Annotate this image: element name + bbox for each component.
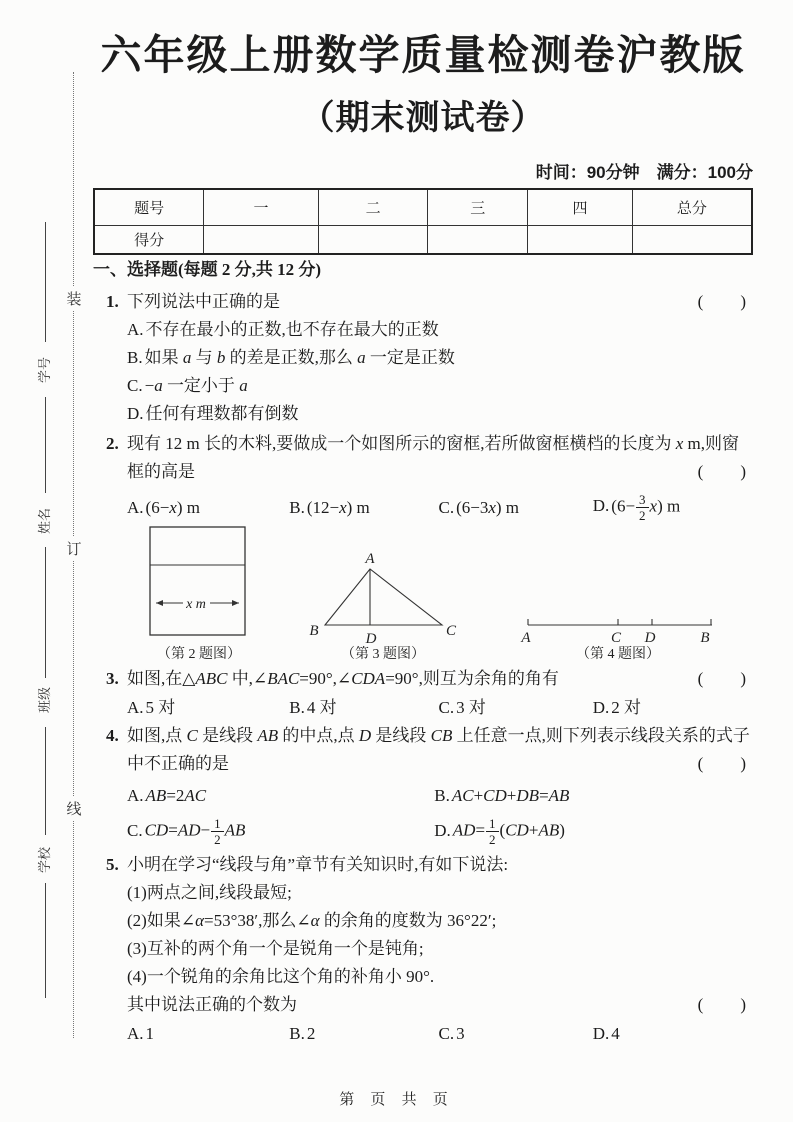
answer-bracket: ( ) <box>697 995 747 1015</box>
figure-caption: （第 2 题图） <box>157 647 241 662</box>
answer-bracket: ( ) <box>697 292 747 311</box>
option-item: D. 2 对 <box>592 698 642 718</box>
option-item: B. 2 <box>289 1024 316 1044</box>
section-heading: 一、选择题(每题 2 分,共 12 分) <box>93 260 322 279</box>
score-cell <box>428 226 528 255</box>
option-item: A. 1 <box>127 1024 155 1044</box>
question-section <box>93 256 753 1048</box>
student-field-line <box>45 727 46 835</box>
vertex-label-d: D <box>365 631 377 647</box>
score-header-cell: 题号 <box>94 189 204 226</box>
vertex-label-b: B <box>309 623 319 639</box>
option-item: C. 3 <box>438 1024 465 1044</box>
score-row-label: 得分 <box>94 226 204 255</box>
question-number: 5. <box>106 855 119 875</box>
binding-char-xian: 线 <box>65 796 83 821</box>
statement-item: (4)一个锐角的余角比这个角的补角小 90°. <box>127 967 435 987</box>
answer-bracket: ( ) <box>697 462 747 481</box>
option-item: A. 5 对 <box>127 698 176 718</box>
vertex-label-c: C <box>445 623 457 639</box>
binding-char-ding: 订 <box>65 536 83 561</box>
option-item: D. 4 <box>592 1024 620 1044</box>
option-item: B. 4 对 <box>289 698 337 718</box>
question-text: 小明在学习“线段与角”章节有关知识时,有如下说法: <box>127 855 509 875</box>
question-number: 4. <box>106 726 119 746</box>
student-field-line <box>45 397 46 493</box>
statement-item: (2)如果∠α=53°38′,那么∠α 的余角的度数为 36°22′; <box>127 911 497 931</box>
question-1 <box>93 288 753 428</box>
score-header-cell: 四 <box>528 189 633 226</box>
point-label-a: A <box>521 630 531 646</box>
score-cell <box>528 226 633 255</box>
student-field-line <box>45 222 46 342</box>
fraction: $\frac{3}{2}$ <box>636 492 649 523</box>
statement-item: (3)互补的两个角一个是锐角一个是钝角; <box>127 939 424 959</box>
score-header-cell: 二 <box>318 189 428 226</box>
option-item: A. (6−x) m <box>127 497 200 517</box>
score-header-cell: 一 <box>204 189 319 226</box>
option-item: C. −a 一定小于 a <box>127 376 248 395</box>
question-text: 如图,在△ABC 中,∠BAC=90°,∠CDA=90°,则互为余角的角有 <box>127 669 559 688</box>
option-item: B. (12−x) m <box>289 497 370 517</box>
option-item: D. AD= $\frac{1}{2}$ (CD+AB) <box>434 816 565 848</box>
question-5 <box>93 851 753 1048</box>
student-field-label-xuehao: 学号 <box>37 357 52 384</box>
vertex-label-a: A <box>365 551 375 567</box>
point-label-c: C <box>610 630 622 646</box>
student-field-label-xuexiao: 学校 <box>37 847 52 874</box>
statement-item: (1)两点之间,线段最短; <box>127 883 292 903</box>
question-number: 3. <box>106 669 119 688</box>
option-item: B. 如果 a 与 b 的差是正数,那么 a 一定是正数 <box>127 348 455 367</box>
option-item: D. 任何有理数都有倒数 <box>127 404 299 423</box>
point-label-d: D <box>644 630 656 646</box>
option-item: C. 3 对 <box>438 698 486 718</box>
answer-bracket: ( ) <box>697 754 747 774</box>
option-item: A. AB=2AC <box>127 786 207 806</box>
option-item: C. CD=AD− $\frac{1}{2}$ AB <box>127 816 246 848</box>
window-frame-figure <box>150 527 245 635</box>
answer-bracket: ( ) <box>697 669 747 688</box>
fraction: $\frac{1}{2}$ <box>211 816 224 847</box>
figure-caption: （第 4 题图） <box>576 647 660 662</box>
score-cell <box>318 226 428 255</box>
question-2 <box>93 430 753 523</box>
figure-strip <box>93 525 753 665</box>
score-header-cell: 三 <box>428 189 528 226</box>
student-field-line <box>45 883 46 998</box>
figures-svg <box>93 525 753 665</box>
option-item: C. (6−3x) m <box>438 497 520 517</box>
segment-figure <box>528 619 712 625</box>
score-table-score-row <box>94 226 752 255</box>
question-3 <box>93 665 753 722</box>
question-text: 现有 12 m 长的木料,要做成一个如图所示的窗框,若所做窗框横档的长度为 x m,则窗框的高是 <box>127 434 740 481</box>
question-number: 2. <box>106 434 119 453</box>
fraction: $\frac{1}{2}$ <box>486 816 499 847</box>
page-subtitle: （期末测试卷） <box>300 99 546 137</box>
page-title: 六年级上册数学质量检测卷沪教版 <box>100 32 746 78</box>
score-table-header-row <box>94 189 752 226</box>
page-footer: 第 页 共 页 <box>339 1091 454 1108</box>
score-table <box>93 188 753 255</box>
option-item: D. (6− $\frac{3}{2}$ x) m <box>592 492 681 523</box>
question-4 <box>93 722 753 847</box>
question-number: 1. <box>106 292 119 311</box>
score-cell <box>204 226 319 255</box>
option-item: B. AC+CD+DB=AB <box>434 786 570 806</box>
binding-char-zhuang: 装 <box>65 286 83 311</box>
student-field-label-banji: 班级 <box>37 687 52 714</box>
exam-meta: 时间：90分钟 满分：100分 <box>535 163 753 182</box>
figure-caption: （第 3 题图） <box>341 647 425 662</box>
question-text: 如图,点 C 是线段 AB 的中点,点 D 是线段 CB 上任意一点,则下列表示线段关系的式子中不正确的是 <box>127 726 750 774</box>
option-item: A. 不存在最小的正数,也不存在最大的正数 <box>127 320 439 339</box>
student-field-line <box>45 547 46 678</box>
point-label-b: B <box>700 630 710 646</box>
triangle-figure <box>325 569 442 625</box>
window-dim-label: x m <box>186 597 206 612</box>
question-text: 其中说法正确的个数为 <box>127 995 297 1015</box>
score-cell <box>632 226 752 255</box>
student-field-label-xingming: 姓名 <box>37 508 52 535</box>
score-header-cell: 总分 <box>632 189 752 226</box>
question-text: 下列说法中正确的是 <box>127 292 280 311</box>
